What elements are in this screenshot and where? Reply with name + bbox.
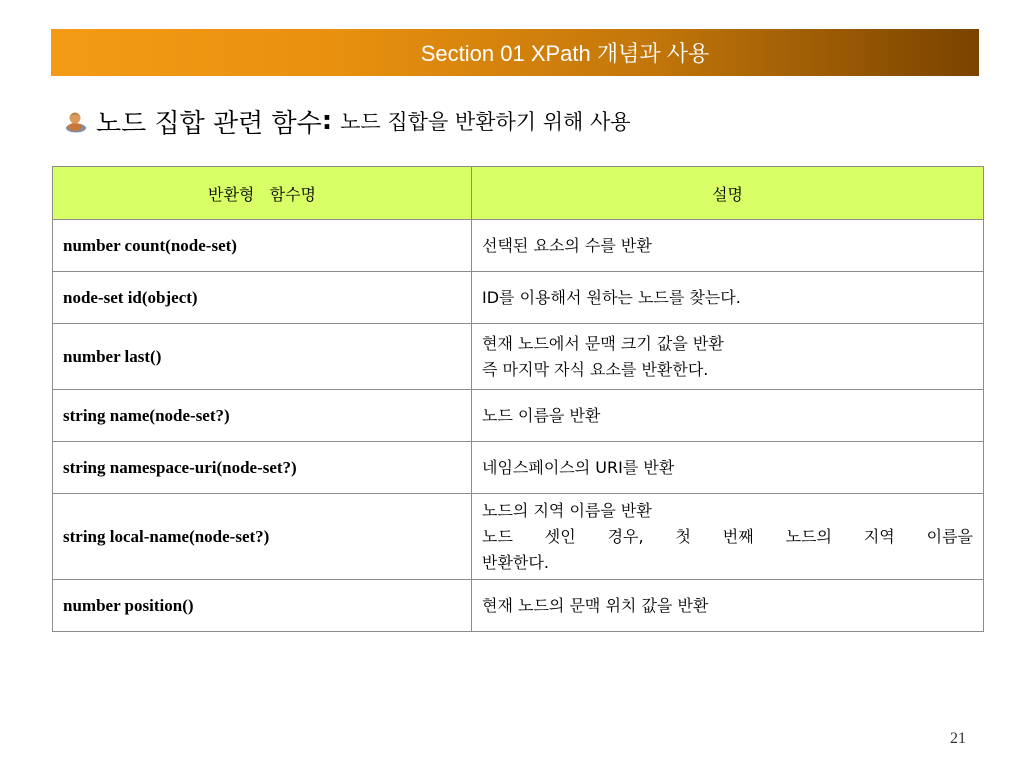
- slide-subtitle: [62, 100, 631, 142]
- subtitle-detail: 노드 집합을 반환하기 위해 사용: [340, 110, 631, 134]
- function-cell: string local-name(node-set?): [53, 494, 472, 580]
- description-line: 선택된 요소의 수를 반환: [482, 235, 652, 255]
- column-header-description: 설명: [472, 167, 984, 220]
- node-set-function-table: [52, 166, 984, 632]
- section-title: Section 01 XPath 개념과 사용: [420, 41, 710, 66]
- person-bullet-icon: [62, 109, 88, 133]
- function-cell: string namespace-uri(node-set?): [53, 442, 472, 494]
- table-row: [53, 220, 984, 272]
- table-header-row: [53, 167, 984, 220]
- page-number: 21: [950, 730, 966, 747]
- table-row: [53, 272, 984, 324]
- description-line: 네임스페이스의 URI를 반환: [482, 457, 675, 477]
- description-line: 노드의 지역 이름을 반환: [482, 500, 652, 520]
- section-header-banner: [51, 29, 979, 76]
- description-line: 노드 이름을 반환: [482, 405, 601, 425]
- table-row: [53, 580, 984, 632]
- function-cell: node-set id(object): [53, 272, 472, 324]
- table-row: [53, 494, 984, 580]
- description-cell: [472, 494, 984, 580]
- description-line: ID를 이용해서 원하는 노드를 찾는다.: [482, 287, 741, 307]
- description-line: 노드 셋인 경우, 첫 번째 노드의 지역 이름을: [482, 526, 973, 546]
- column-header-return-type-function: 반환형 함수명: [53, 167, 472, 220]
- description-line: 즉 마지막 자식 요소를 반환한다.: [482, 359, 709, 379]
- function-cell: number last(): [53, 324, 472, 390]
- description-line: 현재 노드의 문맥 위치 값을 반환: [482, 595, 709, 615]
- description-cell: [472, 390, 984, 442]
- description-line: 현재 노드에서 문맥 크기 값을 반환: [482, 333, 724, 353]
- function-cell: string name(node-set?): [53, 390, 472, 442]
- table-row: [53, 390, 984, 442]
- subtitle-colon: :: [321, 106, 333, 136]
- description-cell: [472, 272, 984, 324]
- description-cell: [472, 324, 984, 390]
- description-cell: [472, 220, 984, 272]
- description-cell: [472, 580, 984, 632]
- table-row: [53, 442, 984, 494]
- description-line: 반환한다.: [482, 552, 549, 572]
- subtitle-main: 노드 집합 관련 함수: [96, 108, 322, 139]
- function-cell: number position(): [53, 580, 472, 632]
- description-cell: [472, 442, 984, 494]
- table-row: [53, 324, 984, 390]
- function-cell: number count(node-set): [53, 220, 472, 272]
